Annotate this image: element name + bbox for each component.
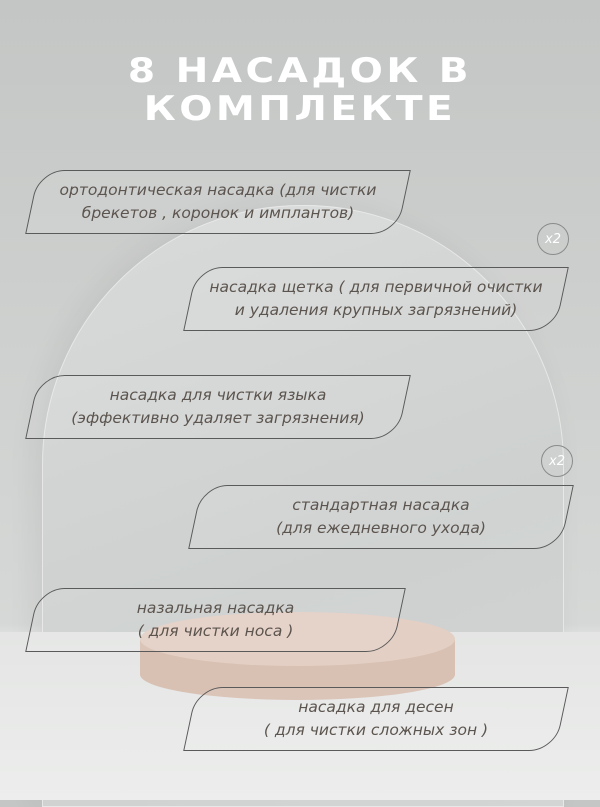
item-standard: стандартная насадка (для ежедневного ухода) — [195, 485, 567, 549]
quantity-badge: x2 — [537, 223, 569, 255]
quantity-badge: x2 — [541, 445, 573, 477]
item-orthodontic: ортодонтическая насадка (для чистки брекетов , коронок и имплантов) — [32, 170, 404, 234]
page-title: 8 НАСАДОК В КОМПЛЕКТЕ — [127, 51, 473, 129]
item-brush: насадка щетка ( для первичной очистки и удаления крупных загрязнений) — [190, 267, 562, 331]
item-gums: насадка для десен ( для чистки сложных зон ) — [190, 687, 562, 751]
item-nasal: назальная насадка ( для чистки носа ) — [32, 588, 399, 652]
item-tongue: насадка для чистки языка (эффективно удаляет загрязнения) — [32, 375, 404, 439]
